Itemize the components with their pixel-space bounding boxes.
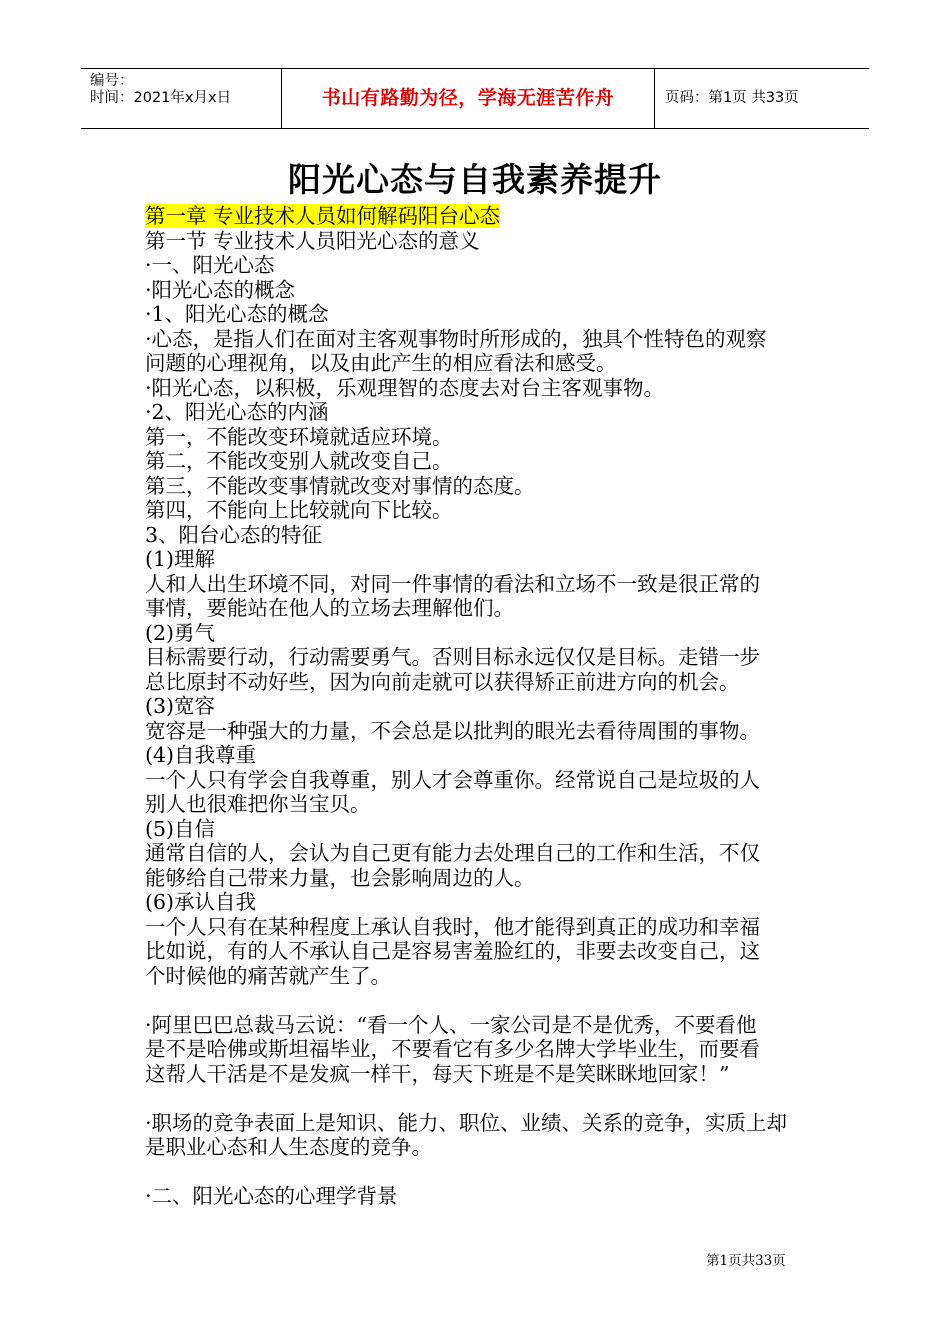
paragraph-line: 个时候他的痛苦就产生了。 xyxy=(145,963,391,988)
trait-heading: (1)理解 xyxy=(145,547,216,571)
blank-line xyxy=(145,1086,815,1111)
blank-line xyxy=(145,988,815,1013)
paragraph-line: ·职场的竞争表面上是知识、能力、职位、业绩、关系的竞争，实质上却 xyxy=(145,1110,788,1135)
quote-line: ·阿里巴巴总裁马云说：“看一个人、一家公司是不是优秀，不要看他 xyxy=(145,1012,757,1037)
paragraph-line: 一个人只有在某种程度上承认自我时，他才能得到真正的成功和幸福 xyxy=(145,914,760,939)
page-footer: 第1页共33页 xyxy=(706,1253,786,1269)
paragraph-line: 能够给自己带来力量，也会影响周边的人。 xyxy=(145,865,535,890)
header-divider xyxy=(654,69,655,128)
bullet-heading: ·二、阳光心态的心理学背景 xyxy=(145,1184,398,1208)
trait-heading: (6)承认自我 xyxy=(145,890,257,914)
page-header xyxy=(81,68,869,129)
trait-heading: (2)勇气 xyxy=(145,620,216,645)
document-title: 阳光心态与自我素养提升 xyxy=(288,160,662,199)
bullet-heading: ·1、阳光心态的概念 xyxy=(145,302,329,326)
paragraph-line: 问题的心理视角，以及由此产生的相应看法和感受。 xyxy=(145,351,617,375)
subsection-heading: 3、阳台心态的特征 xyxy=(145,522,323,547)
document-body xyxy=(145,204,815,1209)
paragraph-line: ·阳光心态，以积极，乐观理智的态度去对台主客观事物。 xyxy=(145,375,665,400)
bullet-heading: ·一、阳光心态 xyxy=(145,253,275,277)
section-heading: 第一节 专业技术人员阳光心态的意义 xyxy=(145,228,480,253)
paragraph-line: ·心态，是指人们在面对主客观事物时所形成的，独具个性特色的观察 xyxy=(145,326,767,351)
header-meta xyxy=(90,73,280,107)
paragraph-line: 宽容是一种强大的力量，不会总是以批判的眼光去看待周围的事物。 xyxy=(145,718,760,743)
paragraph-line: 比如说，有的人不承认自己是容易害羞脸红的，非要去改变自己，这 xyxy=(145,939,760,963)
bullet-heading: ·2、阳光心态的内涵 xyxy=(145,400,329,424)
paragraph-line: 是职业心态和人生态度的竞争。 xyxy=(145,1135,432,1159)
paragraph-line: 人和人出生环境不同，对同一件事情的看法和立场不一致是很正常的 xyxy=(145,571,760,596)
chapter-heading: 第一章 专业技术人员如何解码阳台心态 xyxy=(145,204,501,228)
date-line: 时间：2021年x月x日 xyxy=(90,90,232,106)
paragraph-line: 别人也很难把你当宝贝。 xyxy=(145,792,371,816)
header-page-info: 页码：第1页 共33页 xyxy=(665,90,799,106)
trait-heading: (3)宽容 xyxy=(145,694,216,718)
header-motto: 书山有路勤为径，学海无涯苦作舟 xyxy=(321,87,615,109)
list-item: 第四，不能向上比较就向下比较。 xyxy=(145,498,453,522)
serial-number-label: 编号： xyxy=(90,73,134,89)
quote-line: 是不是哈佛或斯坦福毕业，不要看它有多少名牌大学毕业生，而要看 xyxy=(145,1037,760,1061)
paragraph-line: 一个人只有学会自我尊重，别人才会尊重你。经常说自己是垃圾的人 xyxy=(145,767,760,792)
trait-heading: (5)自信 xyxy=(145,816,216,841)
paragraph-line: 目标需要行动，行动需要勇气。否则目标永远仅仅是目标。走错一步 xyxy=(145,645,760,669)
paragraph-line: 事情，要能站在他人的立场去理解他们。 xyxy=(145,596,514,620)
list-item: 第三，不能改变事情就改变对事情的态度。 xyxy=(145,473,535,498)
paragraph-line: 总比原封不动好些，因为向前走就可以获得矫正前进方向的机会。 xyxy=(145,669,740,694)
paragraph-line: 通常自信的人，会认为自己更有能力去处理自己的工作和生活，不仅 xyxy=(145,841,760,865)
bullet-heading: ·阳光心态的概念 xyxy=(145,277,296,302)
quote-line: 这帮人干活是不是发疯一样干，每天下班是不是笑眯眯地回家！” xyxy=(145,1061,730,1086)
list-item: 第一，不能改变环境就适应环境。 xyxy=(145,424,453,449)
trait-heading: (4)自我尊重 xyxy=(145,743,257,767)
blank-line xyxy=(145,1160,815,1185)
list-item: 第二，不能改变别人就改变自己。 xyxy=(145,449,453,473)
